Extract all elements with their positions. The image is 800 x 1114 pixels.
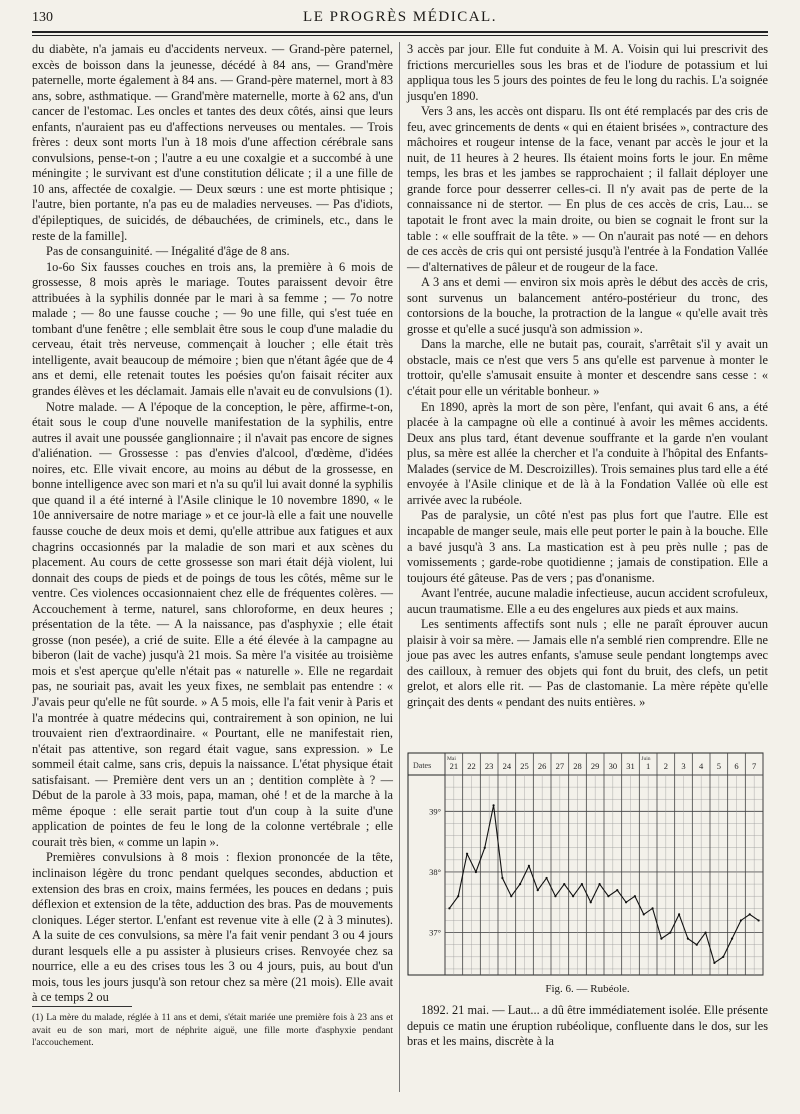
temperature-tick-label: 37° xyxy=(429,927,441,938)
temperature-point xyxy=(572,895,574,897)
temperature-point xyxy=(457,895,459,897)
paragraph: Vers 3 ans, les accès ont disparu. Ils ont été remplacés par des cris de feu, avec grincements de dents « qui en étaient brisées », contracture des mâchoires et rougeur intense de la face, venant par accès le jour et la nuit, de 11 heures à 2 heures. Ils étaient moins forts le jour. En même temps, les bras et les jambes se rapprochaient ; il fallait déployer une grande force pour desserrer celles-ci. Il n'y avait pas de perte de la connaissance ni de stertor. — En plus de ces accès de cris, Lau... se tapotait le front avec la main droite, ou bien se cognait le front sur la table : « elle souffrait de la tête. » — On n'aurait pas noté — en dehors de ces accès de cris qui ont persisté jusqu'à l'entrée à la Fondation Vallée — d'alternatives de pâleur et de rougeur de la face. xyxy=(407,104,768,274)
temperature-point xyxy=(475,871,477,873)
temperature-point xyxy=(704,931,706,933)
paragraph: Les sentiments affectifs sont nuls ; elle ne paraît éprouver aucun plaisir à voir sa mère. — Jamais elle n'a semblé rien comprendre. Elle ne joue pas avec les autres enfants, s'amuse seule pendant longtemps avec des cailloux, à remuer des objets qui font du bruit, des clefs, un petit grelot, et alors elle rit. — Pas de clastomanie. La mère répète qu'elle grinçait des dents « pendant des nuits entières. » xyxy=(407,617,768,709)
temperature-point xyxy=(563,883,565,885)
paragraph: Premières convulsions à 8 mois : flexion prononcée de la tête, inclinaison légère du tronc pendant quelques secondes, abduction et extension des bras en croix, mains fermées, les pouces en dedans ; puis déflexion et extension de la tête, adduction des bras. Pas de mouvements cloniques. Léger stertor. L'enfant est revenue vite à elle (2 à 3 minutes). A la suite de ces convulsions, sa mère l'a fait venir pendant 3 ou 4 jours durant lesquels elle a pu assister à plusieurs crises. Renvoyée chez sa nourrice, elle a eu des crises tous les 3 ou 4 jours, puis, au bout d'un mois, tous les jours jusqu'à son retour chez sa mère (21 mois). Elle avait à ce temps 2 ou xyxy=(32,850,393,1005)
date-tick-label: 27 xyxy=(555,761,565,771)
date-tick-label: 21 xyxy=(449,761,459,771)
temperature-point xyxy=(554,895,556,897)
temperature-point xyxy=(510,895,512,897)
date-tick-label: 6 xyxy=(734,761,739,771)
temperature-tick-label: 39° xyxy=(429,806,441,817)
date-tick-label: 31 xyxy=(626,761,635,771)
temperature-point xyxy=(713,962,715,964)
figure-caption: Fig. 6. — Rubéole. xyxy=(545,983,630,995)
date-tick-label: 24 xyxy=(502,761,512,771)
paragraph: Pas de paralysie, un côté n'est pas plus fort que l'autre. Elle est incapable de manger seule, mais elle peut porter le pain à la bouche. Elle a bavé jusqu'à 3 ans. La mastication est à peu près nulle ; pas de vomissements ; garde-robe quotidienne ; jamais de constipation. Elle a toujours été gâteuse. Pas de vers ; pas d'onanisme. xyxy=(407,508,768,585)
date-tick-label: 7 xyxy=(752,761,757,771)
running-title: LE PROGRÈS MÉDICAL. xyxy=(303,9,497,25)
date-tick-label: 1 xyxy=(646,761,651,771)
temperature-tick-label: 38° xyxy=(429,866,441,877)
page-header xyxy=(32,8,768,30)
header-rule xyxy=(32,31,768,33)
date-tick-label: 26 xyxy=(537,761,547,771)
temperature-point xyxy=(590,901,592,903)
header-label: Dates xyxy=(413,761,432,770)
temperature-point xyxy=(581,883,583,885)
temperature-chart-figure xyxy=(407,749,768,979)
date-tick-label: 23 xyxy=(484,761,494,771)
temperature-point xyxy=(484,847,486,849)
paragraph: Dans la marche, elle ne butait pas, courait, s'arrêtait s'il y avait un obstacle, mais ce n'est que vers 5 ans qu'elle est parvenue à monter le trottoir, qu'elle s'amusait ensuite à monter et descendre sans cesse : « c'était pour elle un véritable bonheur. » xyxy=(407,337,768,399)
temperature-chart xyxy=(407,749,768,979)
right-column xyxy=(407,42,768,711)
temperature-point xyxy=(607,895,609,897)
temperature-point xyxy=(545,877,547,879)
temperature-point xyxy=(651,907,653,909)
date-tick-label: 2 xyxy=(663,761,668,771)
temperature-point xyxy=(598,883,600,885)
temperature-point xyxy=(625,901,627,903)
date-tick-label: 29 xyxy=(590,761,600,771)
footnote-rule xyxy=(32,1006,132,1007)
temperature-point xyxy=(669,931,671,933)
temperature-point xyxy=(740,919,742,921)
month-label: Juin xyxy=(641,756,651,762)
temperature-point xyxy=(757,919,759,921)
column-divider xyxy=(399,42,400,1092)
paragraph: 1o-6o Six fausses couches en trois ans, la première à 6 mois de grossesse, 8 mois après le mariage. Toutes paraissent devoir être attribuées à la syphilis donnée par le mari à sa femme ; — 7o notre malade ; — 8o une fausse couche ; — 9o une fille, qui s'est tuée en tombant d'une fenêtre ; elle semblait être sous le coup d'une maladie du cerveau, était très nerveuse, commençait à loucher ; elle était très intelligente, avait beaucoup de mémoire ; bien que n'étant âgée que de 4 ans et demi, elle retenait toutes les poésies qu'on faisait réciter aux grandes élèves et les déclamait. Jamais elle n'avait eu de convulsions (1). xyxy=(32,259,393,399)
temperature-point xyxy=(519,883,521,885)
date-tick-label: 22 xyxy=(467,761,476,771)
temperature-point xyxy=(696,944,698,946)
header-rule-thin xyxy=(32,35,768,36)
temperature-point xyxy=(678,913,680,915)
page-number: 130 xyxy=(32,10,53,25)
date-tick-label: 5 xyxy=(716,761,721,771)
paragraph: Pas de consanguinité. — Inégalité d'âge de 8 ans. xyxy=(46,244,290,259)
temperature-point xyxy=(537,889,539,891)
temperature-point xyxy=(466,853,468,855)
temperature-point xyxy=(643,913,645,915)
paragraph: du diabète, n'a jamais eu d'accidents nerveux. — Grand-père paternel, excès de boisson dans la jeunesse, décédé à 84 ans, — Grand'mère paternelle, morte également à 84 ans. — Grand-père maternel, mort à 83 ans, sobre, asthmatique. — Grand'mère maternelle, morte à 62 ans, d'un cancer de l'estomac. Les oncles et tantes des deux côtés, ainsi que leurs enfants, n'auraient pas eu d'affections nerveuses ou mentales. — Trois frères : deux sont morts l'un à 18 mois d'une affection cérébrale sans convulsions, pense-t-on ; l'autre a eu une coxalgie et a succombé à une méningite ; le survivant est d'une constitution délicate ; il a une fille de 10 ans, affectée de coxalgie. — Deux sœurs : une est morte phtisique ; l'autre, bien portante, n'a pas eu de maladies nerveuses. — Pas d'idiots, d'épileptiques, de suicidés, de débauchées, de criminels, etc., dans le reste de la famille]. xyxy=(32,42,393,243)
paragraph: Avant l'entrée, aucune maladie infectieuse, aucun accident scrofuleux, aucun traumatisme. Elle a eu des engelures aux pieds et aux mains. xyxy=(407,586,768,616)
paragraph: 1892. 21 mai. — Laut... a dû être immédiatement isolée. Elle présente depuis ce matin une éruption rubéolique, confluente dans le dos, sur les bras et les mains, discrète à la xyxy=(407,1003,768,1049)
temperature-point xyxy=(660,938,662,940)
date-tick-label: 28 xyxy=(573,761,582,771)
temperature-point xyxy=(722,956,724,958)
temperature-point xyxy=(749,913,751,915)
paragraph: 3 accès par jour. Elle fut conduite à M. A. Voisin qui lui prescrivit des frictions mercurielles sous les bras et de l'iodure de potassium et lui appliqua tous les 5 jours des pointes de feu le long du rachis. L'a soignée jusqu'en 1890. xyxy=(407,42,768,103)
date-tick-label: 3 xyxy=(681,761,686,771)
footnote: (1) La mère du malade, réglée à 11 ans et demi, s'était mariée une première fois à 23 ans et avait eu de son mari, mort de néphrite aiguë, une fille morte d'asphyxie pendant l'accouchement. xyxy=(32,1012,393,1048)
temperature-point xyxy=(492,804,494,806)
right-column-continuation xyxy=(407,1003,768,1050)
paragraph: A 3 ans et demi — environ six mois après le début des accès de cris, sont survenus un balancement antéro-postérieur du tronc, des contorsions de la bouche, la protraction de la langue « qu'elle avait très grosse et qu'elle a sucé jusqu'à son admission ». xyxy=(407,275,768,336)
month-label: Mai xyxy=(447,756,456,762)
temperature-point xyxy=(687,938,689,940)
paragraph: Notre malade. — A l'époque de la conception, le père, affirme-t-on, était sous le coup d'une nouvelle manifestation de la syphilis, entre autres il avait une poussée ganglionnaire ; il n'avait pas encore de signes d'aliénation. — Grossesse : pas d'envies d'alcool, d'œdème, d'idées noires, etc. Elle vivait encore, au moins au début de la grossesse, en bonne intelligence avec son mari et n'a su qu'il lui avait donné la syphilis que quand il a été interné à l'Asile clinique le 10 novembre 1890, « le 10e anniversaire de notre mariage » et ce jour-là elle a fait une nouvelle fausse couche de deux mois et demi, qu'elle attribue aux fatigues et aux chagrins occasionnés par la maladie de son mari et aux scènes du placement. Au cours de cette grossesse son mari était déjà violent, lui donnait des coups de pieds et de poings de tous les côtés, même sur le ventre. Ces violences occasionnaient chez elle de fréquentes colères. — Accouchement à terme, naturel, sans chloroforme, en deux heures ; présentation de la tête. — A la naissance, pas d'asphyxie ; elle était grosse (non pesée), a crié de suite. Elle a été élevée à la campagne au biberon (lait de vache) jusqu'à 21 mois. Sa mère l'a visitée au troisième mois et s'est aperçue qu'elle n'était pas « naturelle ». Elle ne regardait pas, ne souriait pas, avait les yeux fixes, ne semblait pas entendre : « J'avais peur qu'elle ne fût sourde. » A 5 mois, elle l'a fait venir à Paris et l'a montrée à quatre médecins qui, contrairement à son opinion, ne lui trouvaient rien d'extraordinaire. « Pourtant, elle ne manifestait rien, n'était pas attentive, son regard était vague, sans expression. » Le sommeil était calme, sans cris, depuis la naissance. L'état physique était satisfaisant. — Première dent vers un an ; dentition complète à ? — Début de la parole à 33 mois, papa, maman, ohé ! et de la marche à la même époque : elle serait partie tout d'un coup à la suite d'une application de pointes de feu le long de la colonne vertébrale ; elle courait très bien, « comme un lapin ». xyxy=(32,399,393,849)
paragraph: En 1890, après la mort de son père, l'enfant, qui avait 6 ans, a été placée à la campagne où elle a continué à avoir les mêmes accidents. Deux ans plus tard, étant devenue souffrante et la garde n'en voulant plus, sa mère est allée la chercher et l'a conduite à l'hôpital des Enfants-Malades (service de M. Descroizilles). Trois semaines plus tard elle a été envoyée à l'Asile clinique et de là à la Fondation Vallée où elle est arrivée avec la rubéole. xyxy=(407,399,768,507)
temperature-point xyxy=(448,907,450,909)
left-column xyxy=(32,42,393,1006)
temperature-point xyxy=(616,889,618,891)
date-tick-label: 30 xyxy=(608,761,618,771)
date-tick-label: 25 xyxy=(520,761,529,771)
temperature-point xyxy=(731,938,733,940)
temperature-point xyxy=(501,877,503,879)
temperature-point xyxy=(634,895,636,897)
temperature-point xyxy=(528,865,530,867)
date-tick-label: 4 xyxy=(699,761,704,771)
